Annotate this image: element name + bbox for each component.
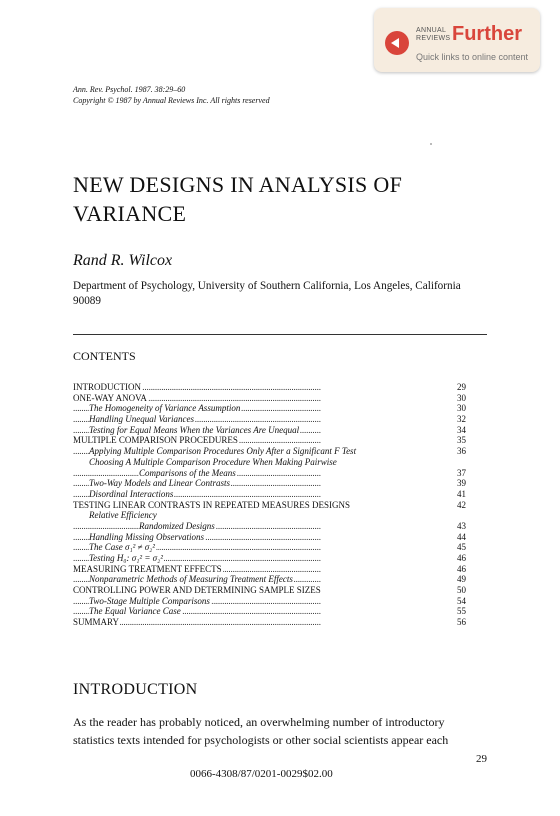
toc-entry-page: 35 [457,435,466,446]
toc-entry[interactable] [73,617,487,628]
toc-entry-page: 30 [457,392,466,403]
toc-entry[interactable] [73,457,487,468]
toc-entry-page: 32 [457,414,466,425]
toc-entry-page: 54 [457,595,466,606]
toc-entry[interactable] [73,521,487,532]
toc-leader [73,617,449,628]
toc-entry[interactable] [73,435,487,446]
toc-entry-label: Handling Unequal Variances [89,414,194,425]
toc-entry-page: 50 [457,585,466,596]
toc-entry-label: Comparisons of the Means [139,467,236,478]
toc-entry-label: The Case σ₁² ≠ σ₂² [89,542,155,553]
toc-entry-label: Disordinal Interactions [89,488,174,499]
toc-entry-label: MEASURING TREATMENT EFFECTS [73,563,222,574]
toc-entry-page: 45 [457,542,466,553]
article-code: 0066-4308/87/0201-0029$02.00 [190,768,333,780]
toc-entry[interactable] [73,446,487,457]
toc-entry[interactable] [73,478,487,489]
table-of-contents [73,382,487,628]
annual-reviews-label: ANNUAL REVIEWS [416,27,451,42]
toc-entry-page: 34 [457,424,466,435]
toc-entry-label: The Homogeneity of Variance Assumption [89,403,241,414]
toc-entry-page: 30 [457,403,466,414]
speck [430,143,432,145]
toc-entry-page: 55 [457,606,466,617]
toc-entry-page: 46 [457,553,466,563]
toc-entry[interactable] [73,574,487,585]
toc-leader [73,468,449,479]
toc-entry[interactable] [73,393,487,404]
toc-entry[interactable] [73,403,487,414]
toc-entry-label: MULTIPLE COMPARISON PROCEDURES [73,435,238,446]
toc-entry[interactable] [73,606,487,617]
affiliation: Department of Psychology, University of Southern California, Los Angeles, California 90089 [73,280,461,307]
toc-entry-label: Handling Missing Observations [89,531,205,542]
toc-entry-page: 42 [457,499,466,510]
toc-entry[interactable] [73,596,487,607]
toc-entry[interactable] [73,500,487,511]
toc-entry-label: The Equal Variance Case [89,606,181,617]
toc-entry-label: Testing for Equal Means When the Variances Are Unequal [89,424,300,435]
toc-entry-page: 29 [457,382,466,392]
toc-entry-label: ONE-WAY ANOVA [73,392,147,403]
article-title: NEW DESIGNS IN ANALYSIS OF VARIANCE [73,172,403,226]
further-sublabel: Quick links to online content [416,52,529,62]
toc-entry-label: Relative Efficiency [89,510,157,521]
toc-entry-page: 49 [457,574,466,585]
toc-entry[interactable] [73,489,487,500]
play-icon [385,31,409,55]
journal-citation [73,84,270,106]
further-badge[interactable] [374,8,540,72]
toc-entry[interactable] [73,414,487,425]
toc-entry-label: SUMMARY [73,617,120,628]
further-label: Further [452,23,522,45]
toc-leader [73,521,449,532]
toc-entry[interactable] [73,542,487,553]
contents-heading: CONTENTS [73,349,136,363]
journal-line: Ann. Rev. Psychol. 1987. 38:29–60 [73,85,186,94]
toc-entry-page: 56 [457,617,466,628]
toc-entry-page: 39 [457,478,466,489]
copyright-line: Copyright © 1987 by Annual Reviews Inc. All rights reserved [73,96,270,105]
toc-entry[interactable] [73,585,487,596]
toc-entry[interactable] [73,510,487,521]
toc-entry-label: INTRODUCTION [73,382,141,392]
author-name: Rand R. Wilcox [73,252,173,269]
toc-entry-page: 46 [457,563,466,574]
body-paragraph: As the reader has probably noticed, an overwhelming number of introductory statistics texts intended for psychologists or other social scientists appear each [73,715,449,747]
toc-entry-page: 36 [457,446,466,457]
toc-entry[interactable] [73,425,487,436]
toc-entry-page: 41 [457,488,466,499]
page-number: 29 [476,753,487,765]
toc-entry-page: 37 [457,467,466,478]
toc-entry-label: Nonparametric Methods of Measuring Treatment Effects [89,574,293,585]
divider [73,334,487,335]
section-heading: INTRODUCTION [73,681,198,698]
toc-entry-label: Choosing A Multiple Comparison Procedure When Making Pairwise [89,456,337,467]
toc-entry[interactable] [73,553,487,564]
toc-entry[interactable] [73,468,487,479]
toc-entry-label: Two-Stage Multiple Comparisons [89,595,210,606]
toc-entry-label: TESTING LINEAR CONTRASTS IN REPEATED MEASURES DESIGNS [73,499,351,510]
toc-entry-page: 43 [457,520,466,531]
toc-entry[interactable] [73,532,487,543]
toc-entry-label: Applying Multiple Comparison Procedures Only After a Significant F Test [89,446,357,457]
toc-entry-label: Two-Way Models and Linear Contrasts [89,478,231,489]
toc-entry[interactable] [73,564,487,575]
toc-entry-label: Randomized Designs [139,520,215,531]
toc-entry-label: Testing H₀: σ₁² = σ₂² [89,553,163,563]
toc-entry-page: 44 [457,531,466,542]
toc-entry-label: CONTROLLING POWER AND DETERMINING SAMPLE SIZES [73,585,321,596]
toc-entry[interactable] [73,382,487,393]
